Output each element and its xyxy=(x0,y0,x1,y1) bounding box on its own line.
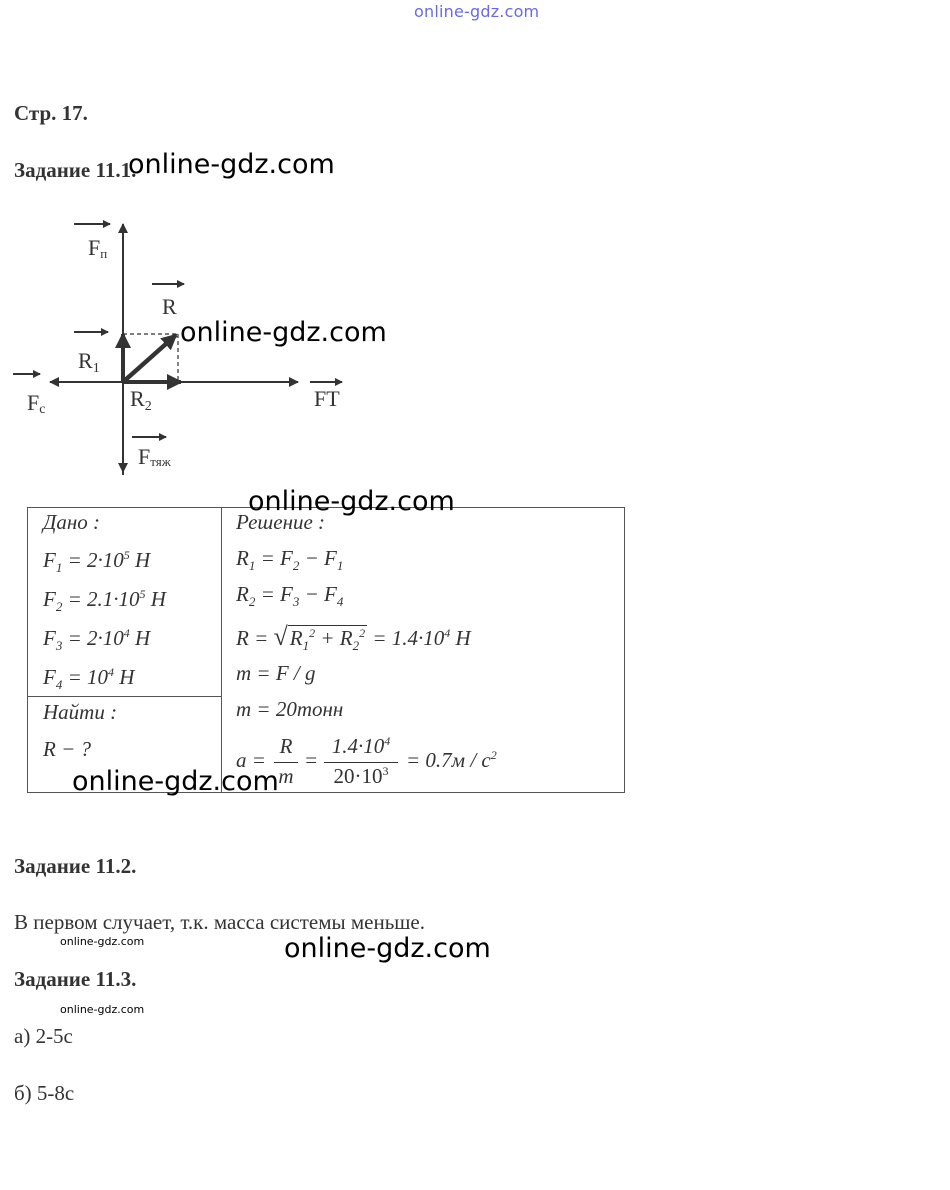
table-vertical-divider xyxy=(221,508,222,792)
label-f-t: FT xyxy=(314,386,340,411)
label-r2: R2 xyxy=(130,386,152,414)
task-11-2-title: Задание 11.2. xyxy=(14,854,137,878)
label-r1: R1 xyxy=(78,348,100,376)
given-f1: $F_1 = 2\cdot 10^5$ H xyxy=(43,548,151,576)
watermark: online-gdz.com xyxy=(72,766,279,797)
watermark-top: online-gdz.com xyxy=(414,2,540,21)
find-title: Найти : xyxy=(43,700,118,724)
arrow-resultant-r xyxy=(123,335,176,382)
label-f-tyazh: Fтяж xyxy=(138,444,171,469)
task-11-3-answer-a: а) 2-5с xyxy=(14,1024,73,1048)
task-11-2-answer: В первом случает, т.к. масса системы меньше. xyxy=(14,910,426,934)
step-m-formula: m = F / g xyxy=(236,661,316,685)
given-f3: $F_3 = 2\cdot 10^4$ H xyxy=(43,626,151,654)
label-r: R xyxy=(162,294,177,319)
task-11-1-title: Задание 11.1. xyxy=(14,158,137,182)
watermark-small: online-gdz.com xyxy=(60,935,145,948)
task-11-3-title: Задание 11.3. xyxy=(14,967,137,991)
given-f2: $F_2 = 2.1\cdot 10^5$ H xyxy=(43,587,166,615)
step-r: $R = √R_1^2 + R_2^2 = 1.4\cdot 10^4$ H xyxy=(236,622,471,654)
find-value: R − ? xyxy=(43,737,91,761)
label-f-c: Fс xyxy=(27,390,46,417)
table-horizontal-divider xyxy=(28,696,221,697)
label-f-p: Fп xyxy=(88,235,108,261)
step-r1: $R_1 = F_2 - F_1$ xyxy=(236,546,344,574)
step-m-value: m = 20тонн xyxy=(236,697,344,721)
solution-title: Решение : xyxy=(236,510,326,534)
page-label: Стр. 17. xyxy=(14,101,88,125)
watermark: online-gdz.com xyxy=(284,933,491,964)
watermark-small: online-gdz.com xyxy=(60,1003,145,1016)
watermark: online-gdz.com xyxy=(180,317,387,348)
step-r2: $R_2 = F_3 - F_4$ xyxy=(236,582,344,610)
task-11-3-answer-b: б) 5-8с xyxy=(14,1081,75,1105)
watermark: online-gdz.com xyxy=(248,486,455,517)
given-f4: $F_4 = 10^4$ H xyxy=(43,665,135,693)
given-title: Дано : xyxy=(43,510,101,534)
watermark: online-gdz.com xyxy=(128,149,335,180)
solution-table: Дано : $F_1 = 2\cdot 10^5$ H $F_2 = 2.1\cdot 10^5$ H $F_3 = 2\cdot 10^4$ H $F_4 = 10^4$ H Найти : R − ? Решение : $R_1 = F_2 - F_1$ $R_2 = F_3 - F_4$ $R = √R_1^2 + R_2^2 = 1.4\cdot 10^4$ H m = F / g m = 20тонн a = R m = $1.4\cdot 10^4$ $20\cdot 10^3$ = $0.7м / с^2$ xyxy=(27,507,625,793)
